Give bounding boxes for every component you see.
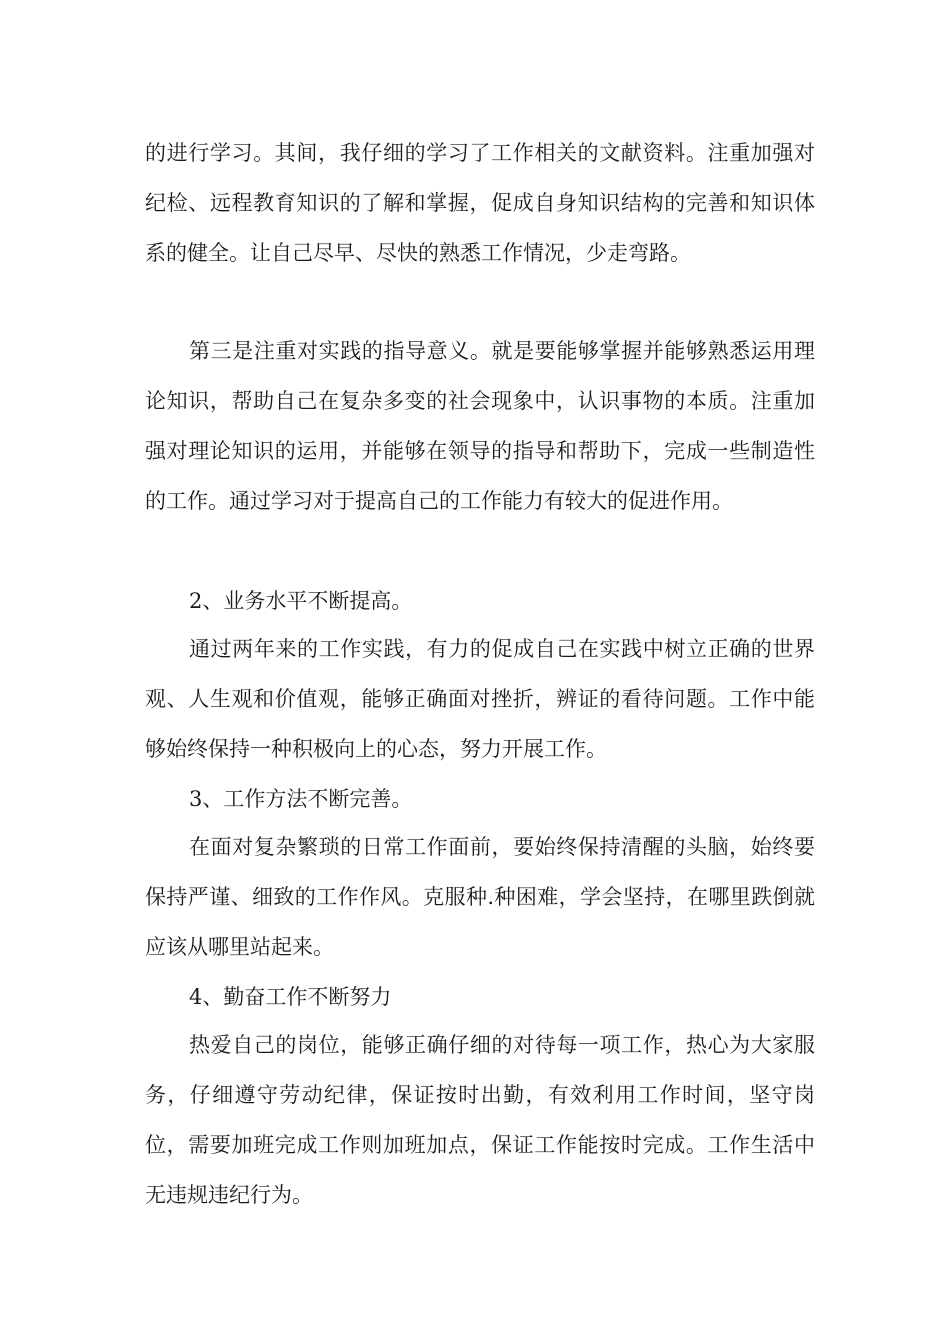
body-paragraph: 在面对复杂繁琐的日常工作面前，要始终保持清醒的头脑，始终要保持严谨、细致的工作作风。克服种.种困难，学会坚持，在哪里跌倒就应该从哪里站起来。 xyxy=(145,835,815,959)
body-paragraph: 的进行学习。其间，我仔细的学习了工作相关的文献资料。注重加强对纪检、远程教育知识的了解和掌握，促成自身知识结构的完善和知识体系的健全。让自己尽早、尽快的熟悉工作情况，少走弯路。 xyxy=(145,141,815,265)
section-heading: 2、业务水平不断提高。 xyxy=(189,589,413,613)
body-paragraph: 通过两年来的工作实践，有力的促成自己在实践中树立正确的世界观、人生观和价值观，能够正确面对挫折，辨证的看待问题。工作中能够始终保持一种积极向上的心态，努力开展工作。 xyxy=(145,637,815,761)
body-paragraph: 热爱自己的岗位，能够正确仔细的对待每一项工作，热心为大家服务，仔细遵守劳动纪律，保证按时出勤，有效利用工作时间，坚守岗位，需要加班完成工作则加班加点，保证工作能按时完成。工作生活中无违规违纪行为。 xyxy=(145,1033,815,1207)
section-heading: 4、勤奋工作不断努力 xyxy=(189,985,392,1009)
section-heading: 3、工作方法不断完善。 xyxy=(189,787,413,811)
body-paragraph: 第三是注重对实践的指导意义。就是要能够掌握并能够熟悉运用理论知识，帮助自己在复杂多变的社会现象中，认识事物的本质。注重加强对理论知识的运用，并能够在领导的指导和帮助下，完成一些制造性的工作。通过学习对于提高自己的工作能力有较大的促进作用。 xyxy=(145,339,815,513)
